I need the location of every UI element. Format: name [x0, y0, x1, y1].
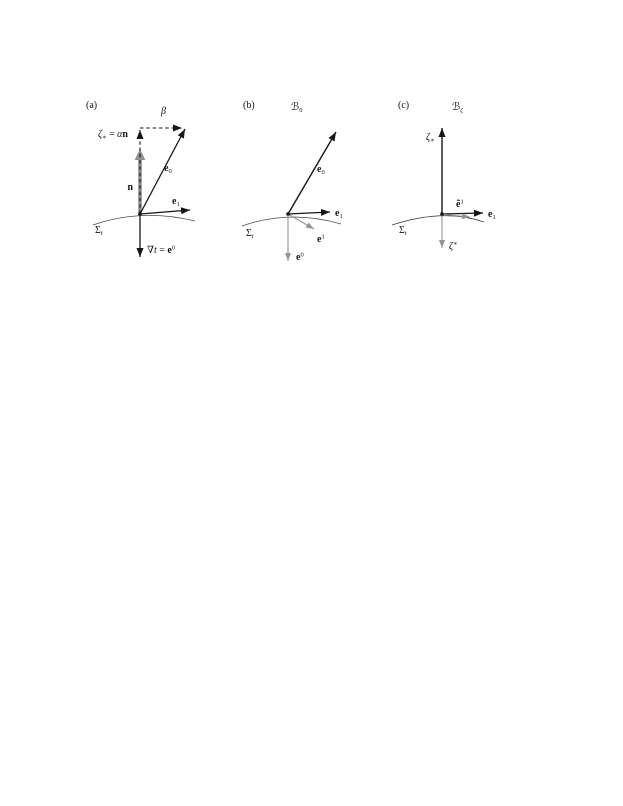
panel-a-zeta-equation-label: ζ∗ = αn [98, 129, 128, 141]
panel-c [392, 100, 496, 252]
panel-c-label: (c) [398, 100, 410, 111]
panel-b-e-sup1-covector [288, 214, 314, 229]
panel-c-hypersurface-curve [392, 216, 484, 225]
panel-c-e1-vector [442, 213, 483, 214]
panel-b-e-sup0-label: $e^0$ [296, 251, 304, 263]
panel-a-label: (a) [86, 100, 98, 111]
panel-c-origin-point [440, 212, 444, 216]
panel-a-n-label: n [127, 182, 133, 193]
panel-a [86, 100, 195, 257]
panel-a-e0-label: e0 [164, 163, 172, 175]
panel-b-e0-vector [288, 132, 336, 214]
panel-a-origin-point [138, 212, 142, 216]
panel-b-hypersurface-curve [242, 217, 341, 226]
panel-c-e-tilde-label: ẽ$^1$ [456, 198, 464, 210]
panel-b-label: (b) [243, 100, 255, 111]
panel-a-e1-vector [140, 210, 190, 214]
panel-a-e1-label: e1 [172, 196, 180, 208]
panel-c-title: ℬζ [452, 101, 463, 114]
panel-b-e-sup1-label: $e^1$ [317, 233, 325, 245]
panel-a-sigma-label: Σt [95, 225, 103, 237]
panel-a-beta-label: β [161, 106, 166, 117]
panel-a-gradient-t-label: $\nabla t = e^0$ [147, 244, 176, 256]
panel-b-e0-label: e0 [317, 164, 325, 176]
panel-b-sigma-label: Σt [246, 228, 254, 240]
panel-c-sigma-label: Σt [399, 225, 407, 237]
panel-b-title: ℬ0 [291, 101, 303, 114]
panel-b [242, 100, 343, 263]
panel-c-zeta-upper-label: ζ∗ [449, 240, 458, 252]
panel-b-e1-vector [288, 212, 330, 214]
panel-b-e1-label: e1 [335, 208, 343, 220]
panel-c-e1-label: e1 [488, 209, 496, 221]
panel-c-zeta-lower-label: ζ∗ [426, 132, 435, 144]
panel-a-hypersurface-curve [93, 215, 195, 225]
panel-b-origin-point [286, 212, 290, 216]
